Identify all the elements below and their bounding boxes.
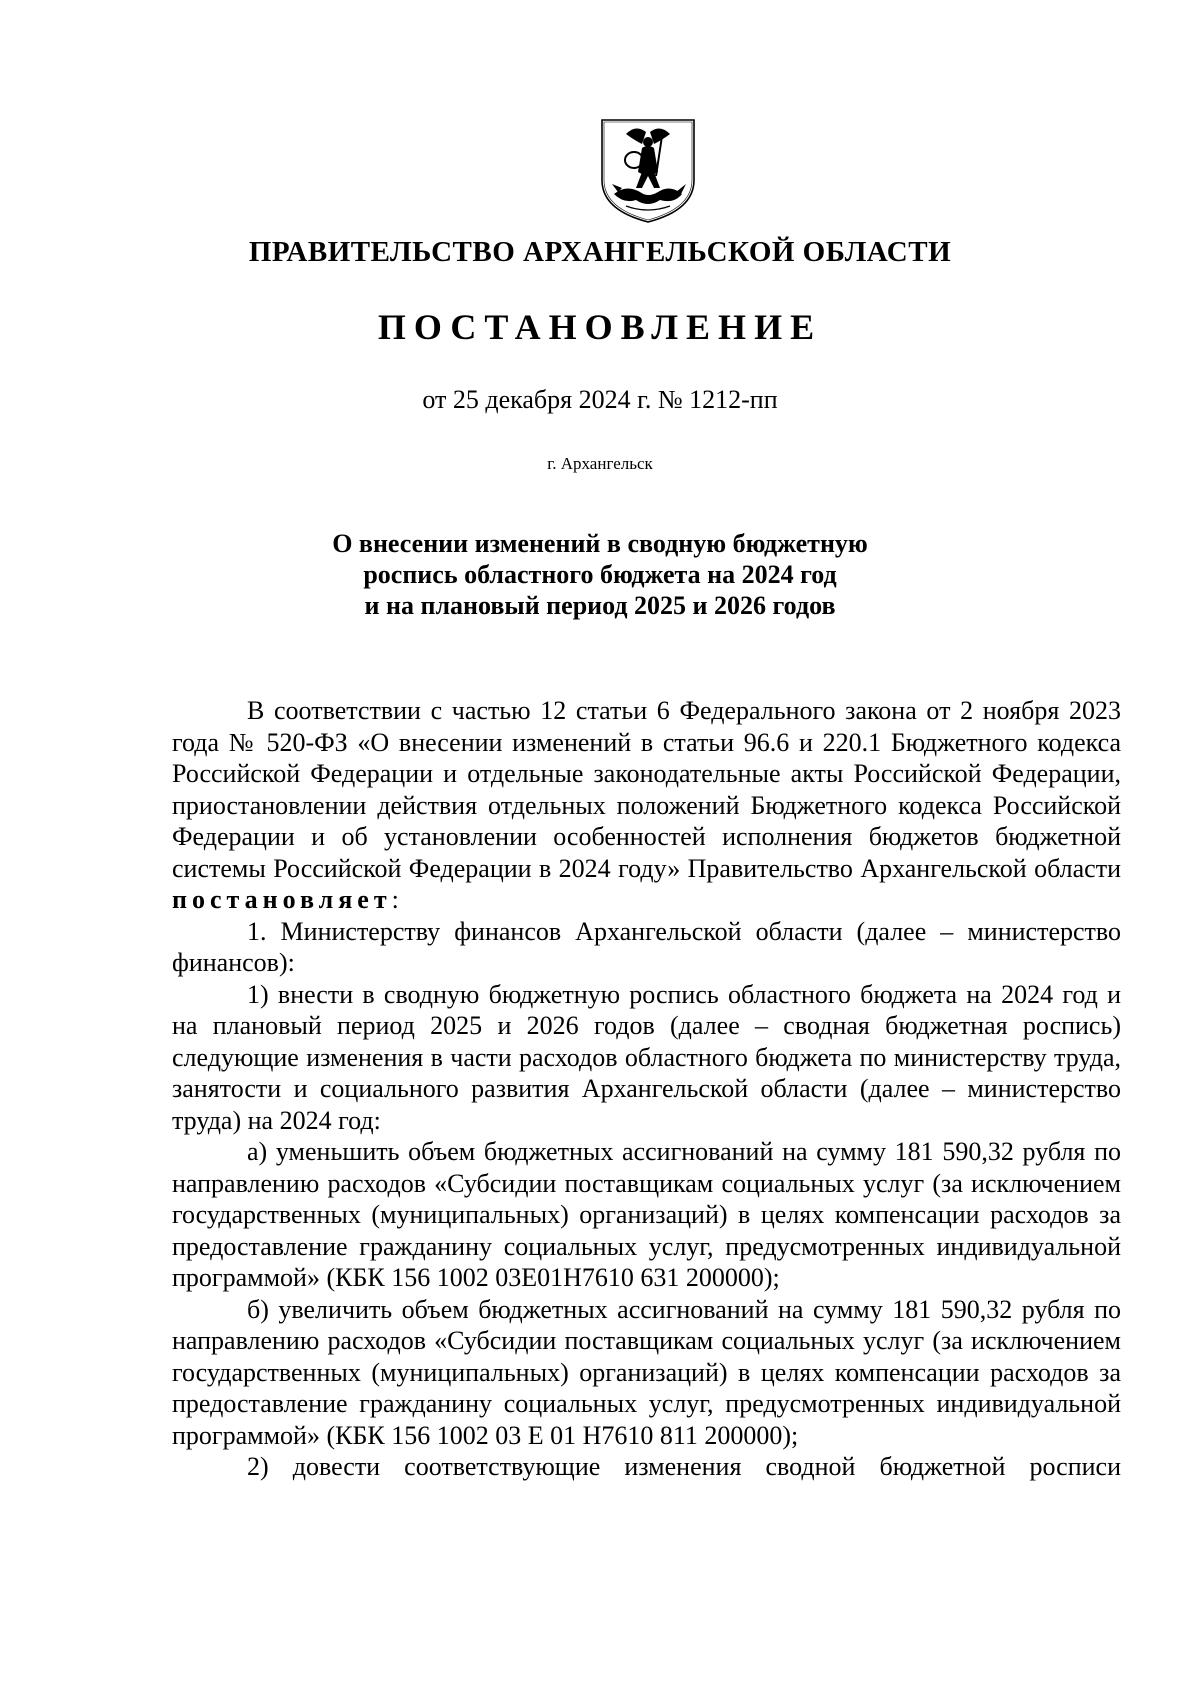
preamble-paragraph	[172, 695, 1121, 916]
document-body	[172, 695, 1121, 1483]
subject-line: роспись областного бюджета на 2024 год	[363, 560, 837, 589]
subject-line: О внесении изменений в сводную бюджетную	[332, 529, 868, 558]
document-type: ПОСТАНОВЛЕНИЕ	[377, 307, 823, 347]
item-b-paragraph: б) увеличить объем бюджетных ассигнований на сумму 181 590,32 рубля по направлению расходов «Субсидии поставщикам социальных услуг (за исключением государственных (муниципальных) организаций) в целях компенсации расходов за предоставление гражданину социальных услуг, предусмотренных индивидуальной программой» (КБК 156 1002 03 Е 01 Н7610 811 200000);	[172, 1294, 1121, 1450]
item-a-paragraph: а) уменьшить объем бюджетных ассигнований на сумму 181 590,32 рубля по направлению расходов «Субсидии поставщикам социальных услуг (за исключением государственных (муниципальных) организаций) в целях компенсации расходов за предоставление гражданину социальных услуг, предусмотренных индивидуальной программой» (КБК 156 1002 03Е01Н7610 631 200000);	[172, 1137, 1121, 1292]
item-1-1-paragraph: 1) внести в сводную бюджетную роспись областного бюджета на 2024 год и на плановый период 2025 и 2026 годов (далее – сводная бюджетная роспись) следующие изменения в части расходов областного бюджета по министерству труда, занятости и социального развития Архангельской области (далее – министерство труда) на 2024 год:	[172, 979, 1121, 1135]
coat-of-arms-emblem	[596, 114, 700, 226]
item-1-paragraph: 1. Министерству финансов Архангельской области (далее – министерство финансов):	[172, 916, 1121, 977]
document-date-number: от 25 декабря 2024 г. № 1212-пп	[422, 385, 778, 414]
decree-word: постановляет	[172, 885, 392, 914]
subject-line: и на плановый период 2025 и 2026 годов	[364, 591, 836, 620]
decree-colon: :	[391, 885, 399, 914]
item-1-2-paragraph: 2) довести соответствующие изменения сводной бюджетной росписи	[247, 1452, 1121, 1481]
document-subject	[0, 528, 1200, 621]
organization-title: ПРАВИТЕЛЬСТВО АРХАНГЕЛЬСКОЙ ОБЛАСТИ	[248, 236, 952, 268]
preamble-text: В соответствии с частью 12 статьи 6 Федерального закона от 2 ноября 2023 года № 520-ФЗ «О внесении изменений в статьи 96.6 и 220.1 Бюджетного кодекса Российской Федерации и отдельные законодательные акты Российской Федерации, приостановлении действия отдельных положений Бюджетного кодекса Российской Федерации и об установлении особенностей исполнения бюджетов бюджетной системы Российской Федерации в 2024 году» Правительство Архангельской области	[172, 696, 1121, 883]
document-city: г. Архангельск	[547, 454, 653, 473]
